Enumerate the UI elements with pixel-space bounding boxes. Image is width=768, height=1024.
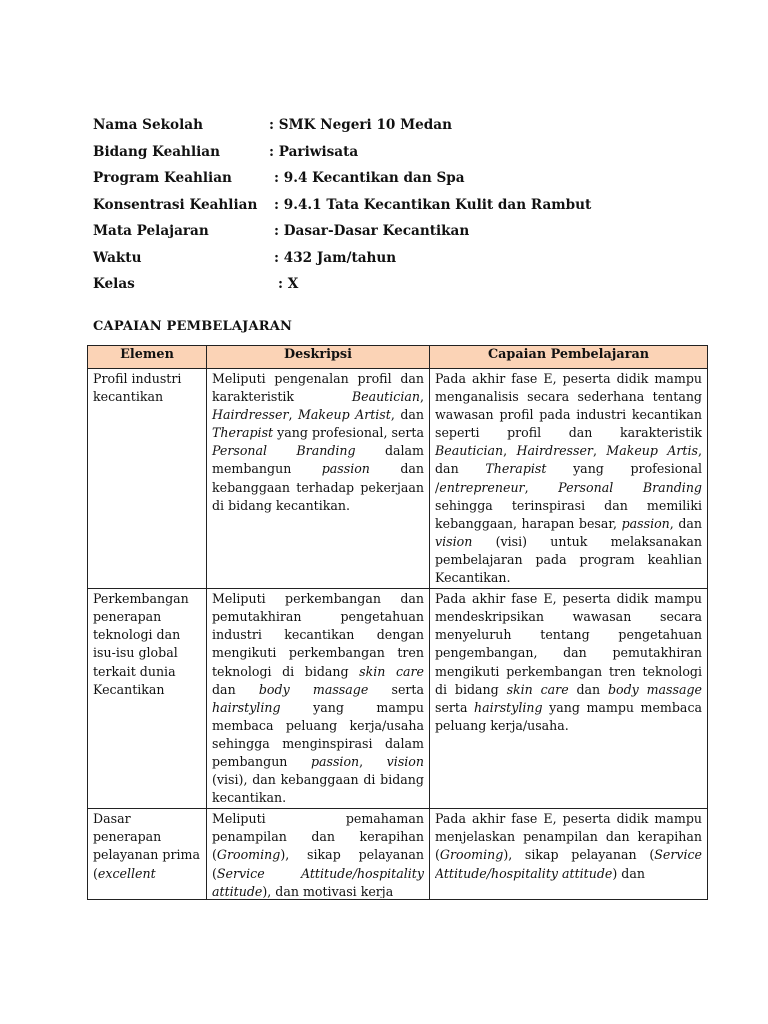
table-header-row — [88, 346, 708, 369]
cell-deskripsi — [207, 809, 430, 900]
cell-deskripsi: Meliputi pengenalan profil dan karakteristik Beautician, Hairdresser, Makeup Artist, dan Therapist yang profesional, serta Personal Branding dalam membangun passion dan kebanggaan terhadap pekerjaan di bidang kecantikan. — [207, 369, 430, 589]
cell-text: Meliputi pemahaman penampilan dan kerapihan (Grooming), sikap pelayanan (Service Attitude/hospitality attitude), dan motivasi kerja — [212, 811, 424, 899]
header-capaian: Capaian Pembelajaran — [430, 346, 708, 369]
info-label: Bidang Keahlian — [93, 143, 220, 160]
info-value: : X — [278, 276, 299, 292]
header-elemen: Elemen — [88, 346, 207, 369]
info-value: : 9.4 Kecantikan dan Spa — [274, 170, 465, 186]
info-label: Konsentrasi Keahlian — [93, 196, 258, 213]
cell-deskripsi: Meliputi perkembangan dan pemutakhiran pengetahuan industri kecantikan dengan mengikuti perkembangan tren teknologi di bidang skin care dan body massage serta hairstyling yang mampu membaca peluang kerja/usaha sehingga menginspirasi dalam pembangun passion, vision (visi), dan kebanggaan di bidang kecantikan. — [207, 589, 430, 809]
cell-capaian — [430, 809, 708, 900]
info-value: : 9.4.1 Tata Kecantikan Kulit dan Rambut — [274, 196, 592, 213]
info-label: Nama Sekolah — [93, 117, 203, 133]
info-value: : 432 Jam/tahun — [274, 249, 397, 266]
info-value: : Dasar-Dasar Kecantikan — [274, 223, 470, 239]
cell-text: Dasar penerapan pelayanan prima (excellent — [93, 811, 200, 881]
info-label: Waktu — [93, 249, 142, 266]
cell-elemen: Profil industri kecantikan — [88, 369, 207, 589]
info-label: Program Keahlian — [93, 170, 232, 186]
cell-elemen: Perkembangan penerapan teknologi dan isu-isu global terkait dunia Kecantikan — [88, 589, 207, 809]
info-value: : Pariwisata — [269, 143, 359, 160]
cell-text: Pada akhir fase E, peserta didik mampu menjelaskan penampilan dan kerapihan (Grooming), sikap pelayanan (Service Attitude/hospitality attitude) dan — [435, 811, 702, 881]
info-value: : SMK Negeri 10 Medan — [269, 117, 452, 133]
capaian-table — [87, 345, 708, 900]
header-deskripsi: Deskripsi — [207, 346, 430, 369]
info-label: Mata Pelajaran — [93, 223, 209, 239]
cell-capaian: Pada akhir fase E, peserta didik mampu mendeskripsikan wawasan secara menyeluruh tentang pengetahuan pengembangan, dan pemutakhiran mengikuti perkembangan tren teknologi di bidang skin care dan body massage serta hairstyling yang mampu membaca peluang kerja/usaha. — [430, 589, 708, 809]
table-row — [88, 809, 708, 900]
table-row — [88, 369, 708, 589]
cell-capaian: Pada akhir fase E, peserta didik mampu menganalisis secara sederhana tentang wawasan profil pada industri kecantikan seperti profil dan karakteristik Beautician, Hairdresser, Makeup Artis, dan Therapist yang profesional /entrepreneur, Personal Branding sehingga terinspirasi dan memiliki kebanggaan, harapan besar, passion, dan vision (visi) untuk melaksanakan pembelajaran pada program keahlian Kecantikan. — [430, 369, 708, 589]
section-title: CAPAIAN PEMBELAJARAN — [93, 319, 293, 334]
cell-elemen — [88, 809, 207, 900]
table-row — [88, 589, 708, 809]
info-label: Kelas — [93, 276, 135, 292]
